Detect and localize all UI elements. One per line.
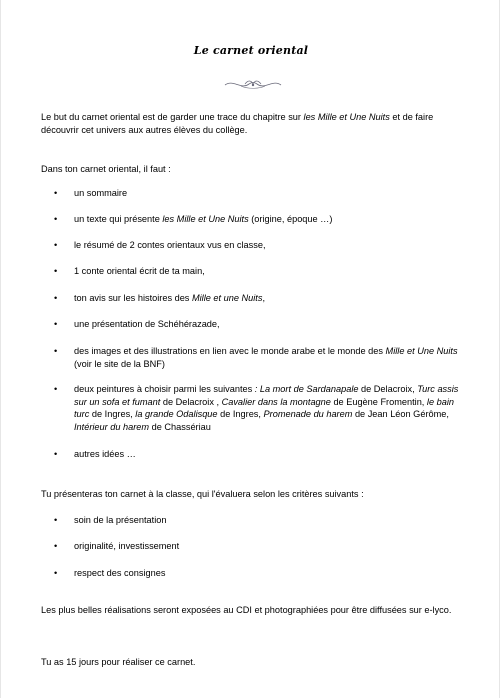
- bullet-icon: •: [54, 188, 58, 198]
- bullet-icon: •: [54, 568, 58, 578]
- document-title: Le carnet oriental: [193, 44, 309, 57]
- closing-paragraph: Les plus belles réalisations seront exposées au CDI et photographiées pour être diffusées sur e-lyco.: [41, 605, 452, 615]
- bullet-icon: •: [54, 346, 58, 356]
- bullet-icon: •: [54, 541, 58, 551]
- bullet-icon: •: [54, 214, 58, 224]
- section-heading-criteria: Tu présenteras ton carnet à la classe, qui l'évaluera selon les critères suivants :: [41, 489, 364, 499]
- bullet-icon: •: [54, 293, 58, 303]
- intro-paragraph: Le but du carnet oriental est de garder une trace du chapitre sur les Mille et Une Nuits et de faire découvrir cet univers aux autres élèves du collège.: [41, 112, 434, 135]
- bullet-icon: •: [54, 266, 58, 276]
- bullet-icon: •: [54, 240, 58, 250]
- bullet-icon: •: [54, 384, 58, 394]
- bullet-icon: •: [54, 449, 58, 459]
- deadline-paragraph: Tu as 15 jours pour réaliser ce carnet.: [41, 657, 196, 667]
- decorative-flourish-icon: [223, 76, 283, 92]
- bullet-icon: •: [54, 515, 58, 525]
- section-heading-content: Dans ton carnet oriental, il faut :: [41, 164, 171, 174]
- bullet-icon: •: [54, 319, 58, 329]
- document-page: Le carnet oriental Le but du carnet oriental est de garder une trace du chapitre sur les Mille et Une Nuits et de faire découvrir cet univers aux autres élèves du collège. Dans ton carnet oriental, il faut : • un sommaire • un texte qui présente les Mille et Une Nuits (origine, époque …) • le résumé de 2 contes orientaux vus en classe, • 1 conte oriental écrit de ta main, • ton avis sur les histoires des Mille et une Nuits, • une présentation de Schéhérazade, • des images et des illustrations en lien avec le monde arabe et le monde des Mille et Une Nuits (voir le site de la BNF) • deux peintures à choisir parmi les suivantes : La mort de Sardanapale de Delacroix, Turc assis sur un sofa et fumant de Delacroix , Cavalier dans la montagne de Eugène Fromentin, le bain turc de Ingres, la grande Odalisque de Ingres, Promenade du harem de Jean Léon Gérôme, Intérieur du harem de Chassériau • autres idées … Tu présenteras ton carnet à la classe, qui l'évaluera selon les critères suivants : • soin de la présentation • originalité, investissement • respect des consignes Les plus belles réalisations seront exposées au CDI et photographiées pour être diffusées sur e-lyco. Tu as 15 jours pour réaliser ce carnet.: [0, 0, 500, 698]
